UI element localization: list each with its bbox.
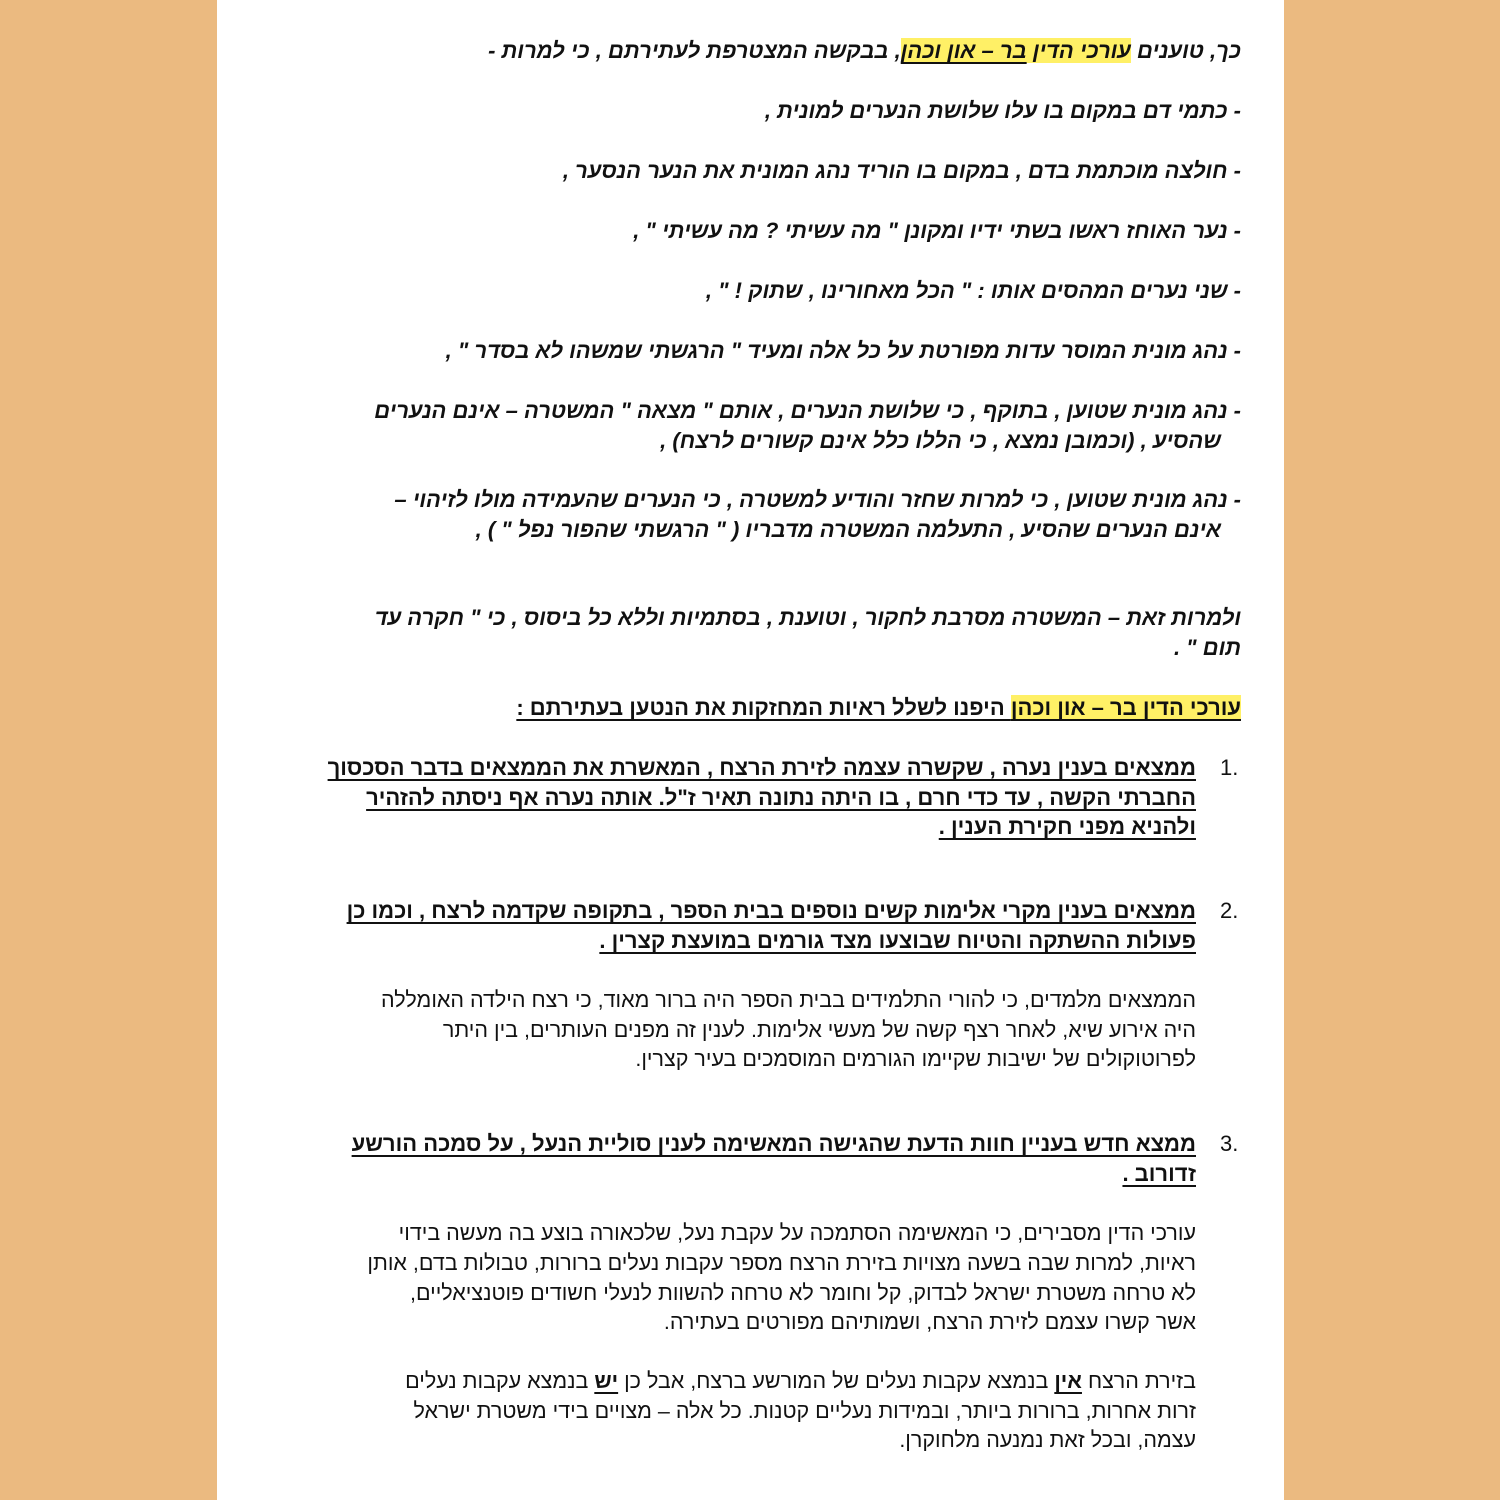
finding-title-line: ממצאים בענין נערה , שקשרה עצמה לזירת הרצח , המאשרת את הממצאים בדבר הסכסוך — [327, 755, 1196, 780]
evidence-item: - חולצה מוכתמת בדם , במקום בו הוריד נהג המונית את הנער הנסער , — [562, 158, 1241, 183]
finding-body-line: אשר קשרו עצמם לזירת הרצח, ושמותיהם מפורטים בעתירה. — [663, 1310, 1196, 1334]
closing-line — [405, 1366, 1196, 1396]
section-heading — [516, 693, 1241, 723]
evidence-item-line: שהסיע , (וכמובן נמצא , כי הללו כלל אינם קשורים לרצח) , — [660, 428, 1221, 453]
finding-title-line: פעולות ההשתקה והטיוח שבוצעו מצד גורמים במועצת קצרין . — [599, 928, 1196, 953]
intro-attorneys-highlight — [901, 38, 1131, 63]
evidence-item-line: - נהג מונית שטוען , כי למרות שחזר והודיע למשטרה , כי הנערים שהעמידה מולו לזיהוי – — [394, 487, 1241, 512]
finding-body-line: ראיות, למרות שבה בשעה מצויות בזירת הרצח מספר עקבות נעלים ברורות, טבולות בדם, אותן — [367, 1251, 1196, 1275]
closing-part: בזירת הרצח — [1081, 1369, 1196, 1393]
evidence-item: - כתמי דם במקום בו עלו שלושת הנערים למונית , — [764, 98, 1241, 123]
intro-attorneys-b: בר – און וכהן — [900, 38, 1027, 63]
closing-emphasis-ein: אין — [1054, 1369, 1082, 1393]
intro-suffix: , בבקשה המצטרפת לעתירתם , כי למרות - — [488, 38, 901, 63]
finding-body-line: לפרוטוקולים של ישיבות שקיימו הגורמים המוסמכים בעיר קצרין. — [635, 1047, 1196, 1071]
evidence-item: - שני נערים המהסים אותו : " הכל מאחורינו , שתוק ! " , — [705, 278, 1241, 303]
finding-body-line: עורכי הדין מסבירים, כי המאשימה הסתמכה על עקבת נעל, שלכאורה בוצע בה מעשה בידוי — [398, 1221, 1196, 1245]
finding-body-line: הממצאים מלמדים, כי להורי התלמידים בבית הספר היה ברור מאוד, כי רצח הילדה האומללה — [381, 988, 1196, 1012]
heading-attorneys: עורכי הדין בר – און וכהן — [1010, 695, 1241, 720]
finding-body-line: לא טרחה משטרת ישראל לבדוק, קל וחומר לא טרחה להשוות לנעלי חשודים פוטנציאליים, — [410, 1281, 1196, 1305]
finding-title-line: החברתי הקשה , עד כדי חרם , בו היתה נתונה תאיר ז"ל. אותה נערה אף ניסתה להזהיר — [366, 785, 1196, 810]
closing-emphasis-yesh: יש — [594, 1369, 619, 1393]
intro-line — [488, 36, 1241, 66]
despite-paragraph-line: ולמרות זאת – המשטרה מסרבת לחקור , וטוענת , בסתמיות וללא כל ביסוס , כי " חקרה עד — [374, 605, 1241, 630]
finding-title-line: ולהניא מפני חקירת הענין . — [938, 814, 1196, 839]
closing-line: זרות אחרות, ברורות ביותר, ובמידות נעליים קטנות. כל אלה – מצויים בידי משטרת ישראל — [413, 1399, 1196, 1423]
despite-paragraph-line: תום " . — [1173, 635, 1241, 660]
finding-number: 1. — [1220, 755, 1239, 780]
finding-number: 2. — [1220, 898, 1239, 923]
evidence-item-line: אינם הנערים שהסיע , התעלמה המשטרה מדבריו ( " הרגשתי שהפור נפל " ) , — [475, 517, 1221, 542]
closing-part: בנמצא עקבות נעלים של המורשע ברצח, אבל כן — [618, 1369, 1055, 1393]
finding-body-line: היה אירוע שיא, לאחר רצף קשה של מעשי אלימות. לענין זה מפנים העותרים, בין היתר — [442, 1018, 1196, 1042]
finding-title-line: ממצאים בענין מקרי אלימות קשים נוספים בבית הספר , בתקופה שקדמה לרצח , וכמו כן — [346, 898, 1196, 923]
closing-part: בנמצא עקבות נעלים — [405, 1369, 595, 1393]
evidence-item-line: - נהג מונית שטוען , בתוקף , כי שלושת הנערים , אותם " מצאה " המשטרה – אינם הנערים — [374, 398, 1241, 423]
finding-title-line: זדורוב . — [1122, 1161, 1196, 1186]
evidence-item: - נער האוחז ראשו בשתי ידיו ומקונן " מה עשיתי ? מה עשיתי " , — [633, 218, 1241, 243]
document-page — [217, 0, 1284, 1500]
finding-title-line: ממצא חדש בעניין חוות הדעת שהגישה המאשימה לענין סוליית הנעל , על סמכה הורשע — [351, 1131, 1196, 1156]
intro-attorneys-a: עורכי הדין — [1026, 38, 1131, 63]
finding-number: 3. — [1220, 1131, 1239, 1156]
heading-rest: היפנו לשלל ראיות המחזקות את הנטען בעתירתם : — [516, 695, 1011, 720]
closing-line: עצמה, ובכל זאת נמנעה מלחוקרן. — [899, 1428, 1196, 1452]
evidence-item: - נהג מונית המוסר עדות מפורטת על כל אלה ומעיד " הרגשתי שמשהו לא בסדר " , — [445, 338, 1241, 363]
intro-prefix: כך, טוענים — [1130, 38, 1241, 63]
